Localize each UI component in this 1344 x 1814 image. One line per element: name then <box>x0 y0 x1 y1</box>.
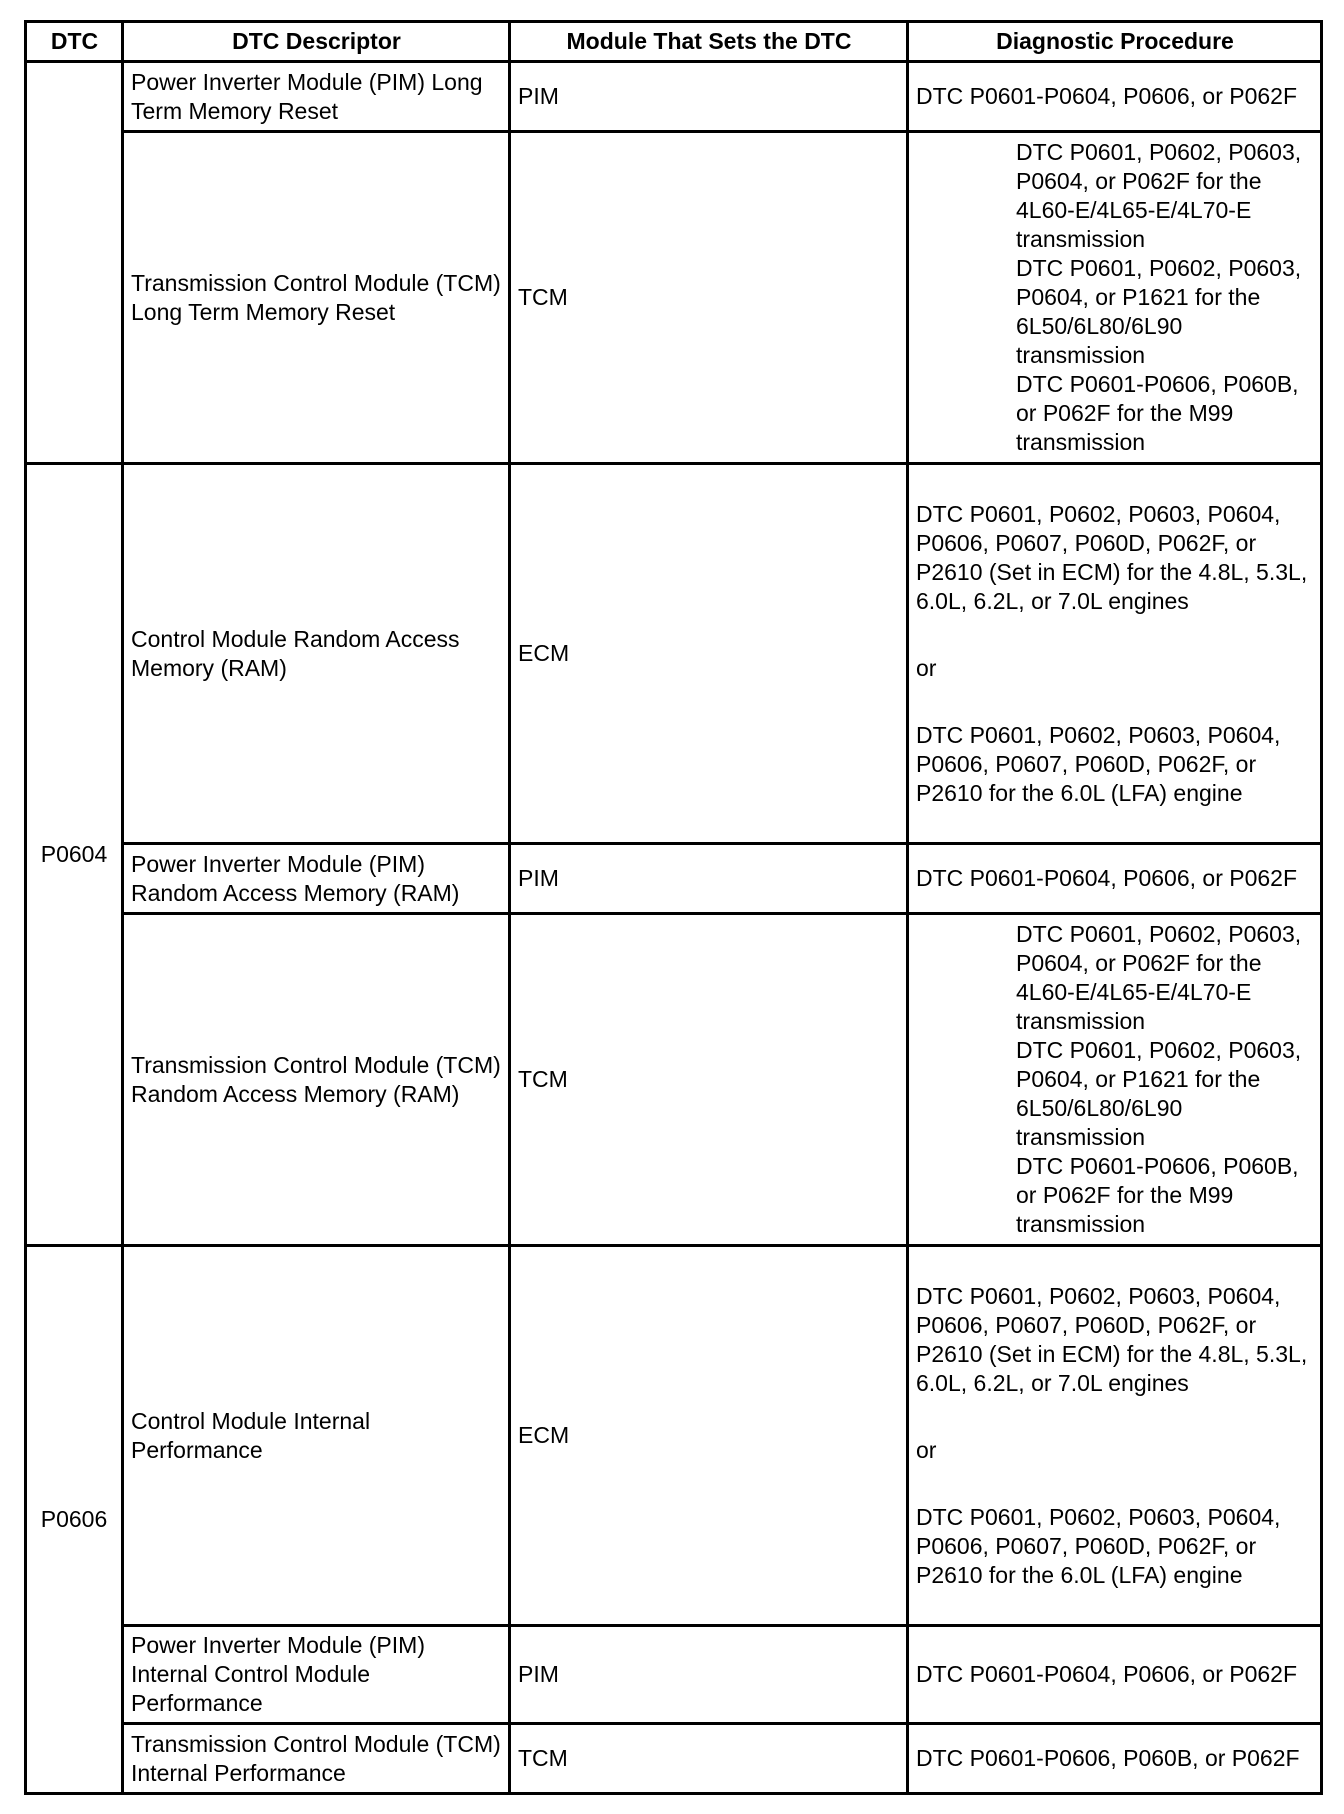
table-row <box>26 914 1322 1246</box>
procedure-line: DTC P0601-P0604, P0606, or P062F <box>916 83 1298 109</box>
module-cell: ECM <box>510 464 908 844</box>
table-row <box>26 62 1322 132</box>
procedure-cell <box>908 844 1322 914</box>
procedure-spacer <box>916 1398 1314 1436</box>
table-row <box>26 1246 1322 1626</box>
procedure-line: DTC P0601-P0606, P060B, or P062F for the M99 transmission <box>1016 1153 1299 1237</box>
dtc-table <box>24 20 1323 1795</box>
header-module: Module That Sets the DTC <box>510 22 908 62</box>
procedure-line: DTC P0601, P0602, P0603, P0604, P0606, P0607, P060D, P062F, or P2610 (Set in ECM) for the 4.8L, 5.3L, 6.0L, 6.2L, or 7.0L engines <box>916 500 1308 614</box>
procedure-cell <box>908 1724 1322 1794</box>
procedure-line: DTC P0601, P0602, P0603, P0604, or P062F for the 4L60-E/4L65-E/4L70-E transmission <box>1016 921 1302 1034</box>
procedure-line: DTC P0601-P0606, P060B, or P062F for the M99 transmission <box>1016 371 1299 455</box>
header-row <box>26 22 1322 62</box>
table-row <box>26 1724 1322 1794</box>
header-descriptor: DTC Descriptor <box>123 22 510 62</box>
descriptor-cell: Control Module Random Access Memory (RAM) <box>123 464 510 844</box>
procedure-cell <box>908 464 1322 844</box>
procedure-line: DTC P0601-P0604, P0606, or P062F <box>916 865 1298 891</box>
module-cell: TCM <box>510 1724 908 1794</box>
procedure-line: DTC P0601, P0602, P0603, P0604, P0606, P0607, P060D, P062F, or P2610 for the 6.0L (LFA) engine <box>916 721 1281 806</box>
dtc-code-cell: P0606 <box>26 1246 123 1794</box>
table-row <box>26 844 1322 914</box>
module-cell: ECM <box>510 1246 908 1626</box>
procedure-line: DTC P0601-P0606, P060B, or P062F <box>916 1745 1300 1771</box>
procedure-cell <box>908 62 1322 132</box>
procedure-line: DTC P0601-P0604, P0606, or P062F <box>916 1661 1298 1687</box>
procedure-line: DTC P0601, P0602, P0603, P0604, P0606, P0607, P060D, P062F, or P2610 (Set in ECM) for the 4.8L, 5.3L, 6.0L, 6.2L, or 7.0L engines <box>916 1282 1308 1396</box>
descriptor-cell: Transmission Control Module (TCM) Long Term Memory Reset <box>123 132 510 464</box>
descriptor-cell: Power Inverter Module (PIM) Long Term Memory Reset <box>123 62 510 132</box>
table-row <box>26 464 1322 844</box>
table-row <box>26 1626 1322 1724</box>
procedure-spacer <box>916 683 1314 721</box>
procedure-line: DTC P0601, P0602, P0603, P0604, P0606, P0607, P060D, P062F, or P2610 for the 6.0L (LFA) engine <box>916 1503 1281 1588</box>
procedure-cell <box>908 914 1322 1246</box>
procedure-line: or <box>916 654 937 681</box>
descriptor-cell: Transmission Control Module (TCM) Internal Performance <box>123 1724 510 1794</box>
procedure-line: or <box>916 1436 937 1463</box>
descriptor-cell: Control Module Internal Performance <box>123 1246 510 1626</box>
header-dtc: DTC <box>26 22 123 62</box>
procedure-spacer <box>916 1465 1314 1503</box>
module-cell: PIM <box>510 844 908 914</box>
module-cell: PIM <box>510 62 908 132</box>
procedure-line: DTC P0601, P0602, P0603, P0604, or P062F for the 4L60-E/4L65-E/4L70-E transmission <box>1016 139 1302 252</box>
table-row <box>26 132 1322 464</box>
descriptor-cell: Transmission Control Module (TCM) Random Access Memory (RAM) <box>123 914 510 1246</box>
module-cell: TCM <box>510 914 908 1246</box>
descriptor-cell: Power Inverter Module (PIM) Random Access Memory (RAM) <box>123 844 510 914</box>
dtc-code-cell <box>26 62 123 464</box>
procedure-line: DTC P0601, P0602, P0603, P0604, or P1621 for the 6L50/6L80/6L90 transmission <box>1016 255 1302 368</box>
descriptor-cell: Power Inverter Module (PIM) Internal Control Module Performance <box>123 1626 510 1724</box>
procedure-line: DTC P0601, P0602, P0603, P0604, or P1621 for the 6L50/6L80/6L90 transmission <box>1016 1037 1302 1150</box>
procedure-spacer <box>916 616 1314 654</box>
module-cell: TCM <box>510 132 908 464</box>
procedure-cell <box>908 1246 1322 1626</box>
procedure-cell <box>908 1626 1322 1724</box>
header-procedure: Diagnostic Procedure <box>908 22 1322 62</box>
dtc-code-cell: P0604 <box>26 464 123 1246</box>
procedure-cell <box>908 132 1322 464</box>
module-cell: PIM <box>510 1626 908 1724</box>
